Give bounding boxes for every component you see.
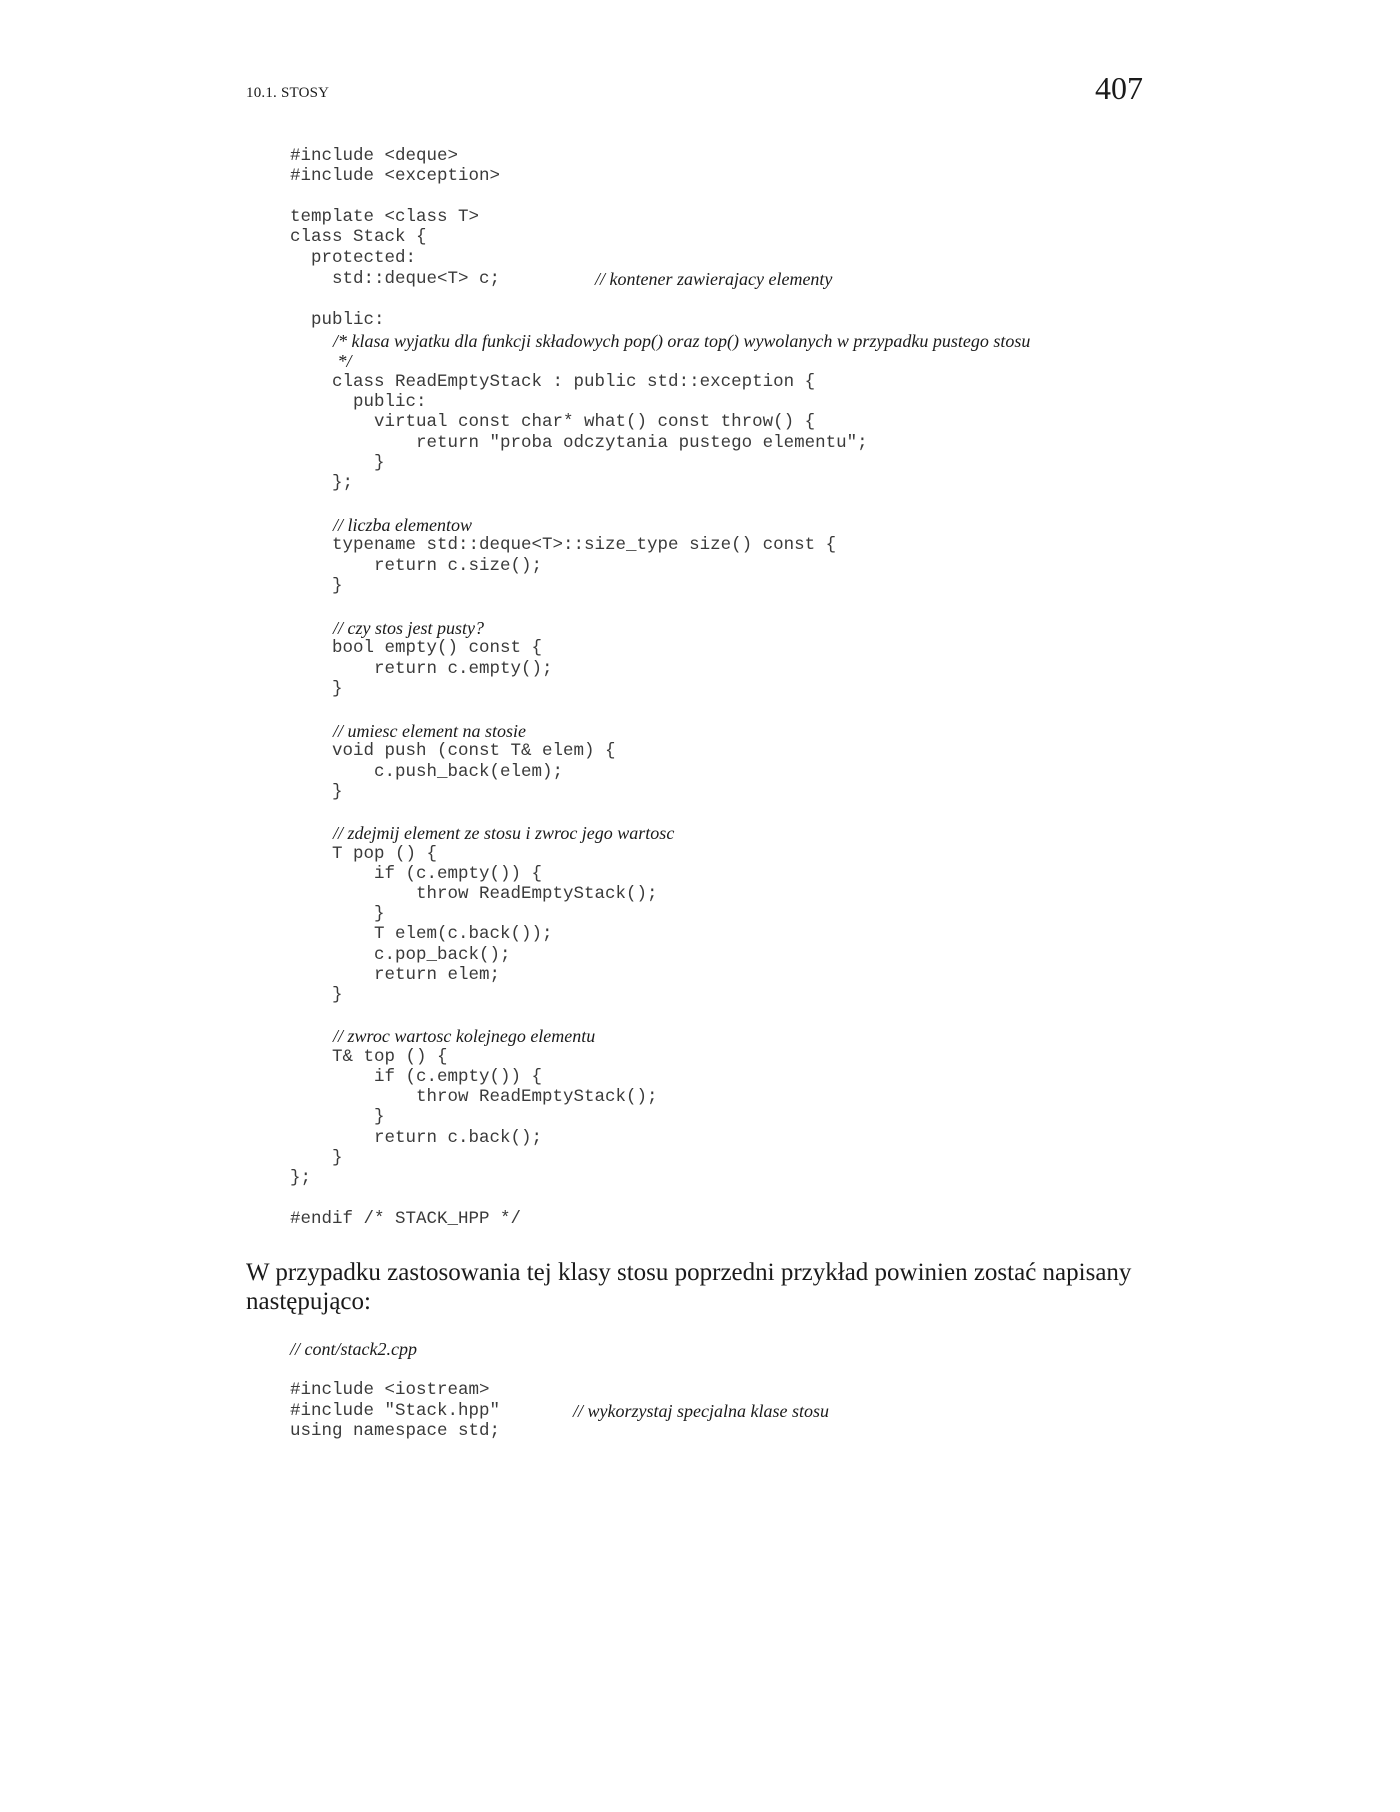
code-line: using namespace std; xyxy=(290,1421,501,1441)
code-comment: // czy stos jest pusty? xyxy=(333,618,484,638)
code-line: #include <iostream> xyxy=(290,1380,490,1400)
code-comment: // zwroc wartosc kolejnego elementu xyxy=(333,1026,596,1046)
code-line: return c.empty(); xyxy=(290,659,553,679)
code-comment: // wykorzystaj specjalna klase stosu xyxy=(573,1401,829,1421)
code-line: #include <deque> xyxy=(290,146,459,166)
code-line: T pop () { xyxy=(290,844,438,864)
code-line: class Stack { xyxy=(290,227,427,247)
code-line: }; xyxy=(290,1168,312,1188)
code-line: throw ReadEmptyStack(); xyxy=(290,884,658,904)
code-comment: // zdejmij element ze stosu i zwroc jego wartosc xyxy=(333,823,675,843)
code-line: #include <exception> xyxy=(290,166,501,186)
code-line: if (c.empty()) { xyxy=(290,864,543,884)
body-paragraph: W przypadku zastosowania tej klasy stosu poprzedni przykład powinien zostać napisany następująco: xyxy=(246,1259,1132,1315)
code-comment: // kontener zawierajacy elementy xyxy=(595,269,833,289)
code-line: } xyxy=(290,985,343,1005)
code-line: } xyxy=(290,679,343,699)
code-comment: // liczba elementow xyxy=(333,515,472,535)
code-line: template <class T> xyxy=(290,207,480,227)
code-line: T elem(c.back()); xyxy=(290,924,553,944)
code-line: #include "Stack.hpp" xyxy=(290,1401,501,1421)
code-line: return "proba odczytania pustego elementu"; xyxy=(290,433,868,453)
code-line: std::deque<T> c; xyxy=(290,269,501,289)
code-line: public: xyxy=(290,392,427,412)
code-line: T& top () { xyxy=(290,1047,448,1067)
code-line: } xyxy=(290,1148,343,1168)
code-line: } xyxy=(290,904,385,924)
code-comment: // umiesc element na stosie xyxy=(333,721,526,741)
code-line: c.pop_back(); xyxy=(290,945,511,965)
code-line: } xyxy=(290,1107,385,1127)
page-number: 407 xyxy=(1095,70,1143,106)
code-line: } xyxy=(290,576,343,596)
code-line: public: xyxy=(290,310,385,330)
code-line: virtual const char* what() const throw() { xyxy=(290,412,816,432)
code-comment: */ xyxy=(333,351,352,371)
code-line: c.push_back(elem); xyxy=(290,762,564,782)
code-line: bool empty() const { xyxy=(290,638,543,658)
code-line: typename std::deque<T>::size_type size() const { xyxy=(290,535,837,555)
code-line: void push (const T& elem) { xyxy=(290,741,616,761)
code-comment: // cont/stack2.cpp xyxy=(290,1339,417,1359)
code-line: return elem; xyxy=(290,965,501,985)
code-line: } xyxy=(290,782,343,802)
code-line: } xyxy=(290,453,385,473)
code-line: if (c.empty()) { xyxy=(290,1067,543,1087)
code-line: return c.back(); xyxy=(290,1128,543,1148)
code-line: }; xyxy=(290,473,354,493)
code-line: #endif /* STACK_HPP */ xyxy=(290,1209,522,1229)
code-line: class ReadEmptyStack : public std::exception { xyxy=(290,372,816,392)
code-line: throw ReadEmptyStack(); xyxy=(290,1087,658,1107)
code-comment: /* klasa wyjatku dla funkcji składowych pop() oraz top() wywolanych w przypadku pustego stosu xyxy=(333,331,1031,351)
running-header-section: 10.1. STOSY xyxy=(246,85,330,101)
code-line: return c.size(); xyxy=(290,556,543,576)
code-line: protected: xyxy=(290,248,417,268)
